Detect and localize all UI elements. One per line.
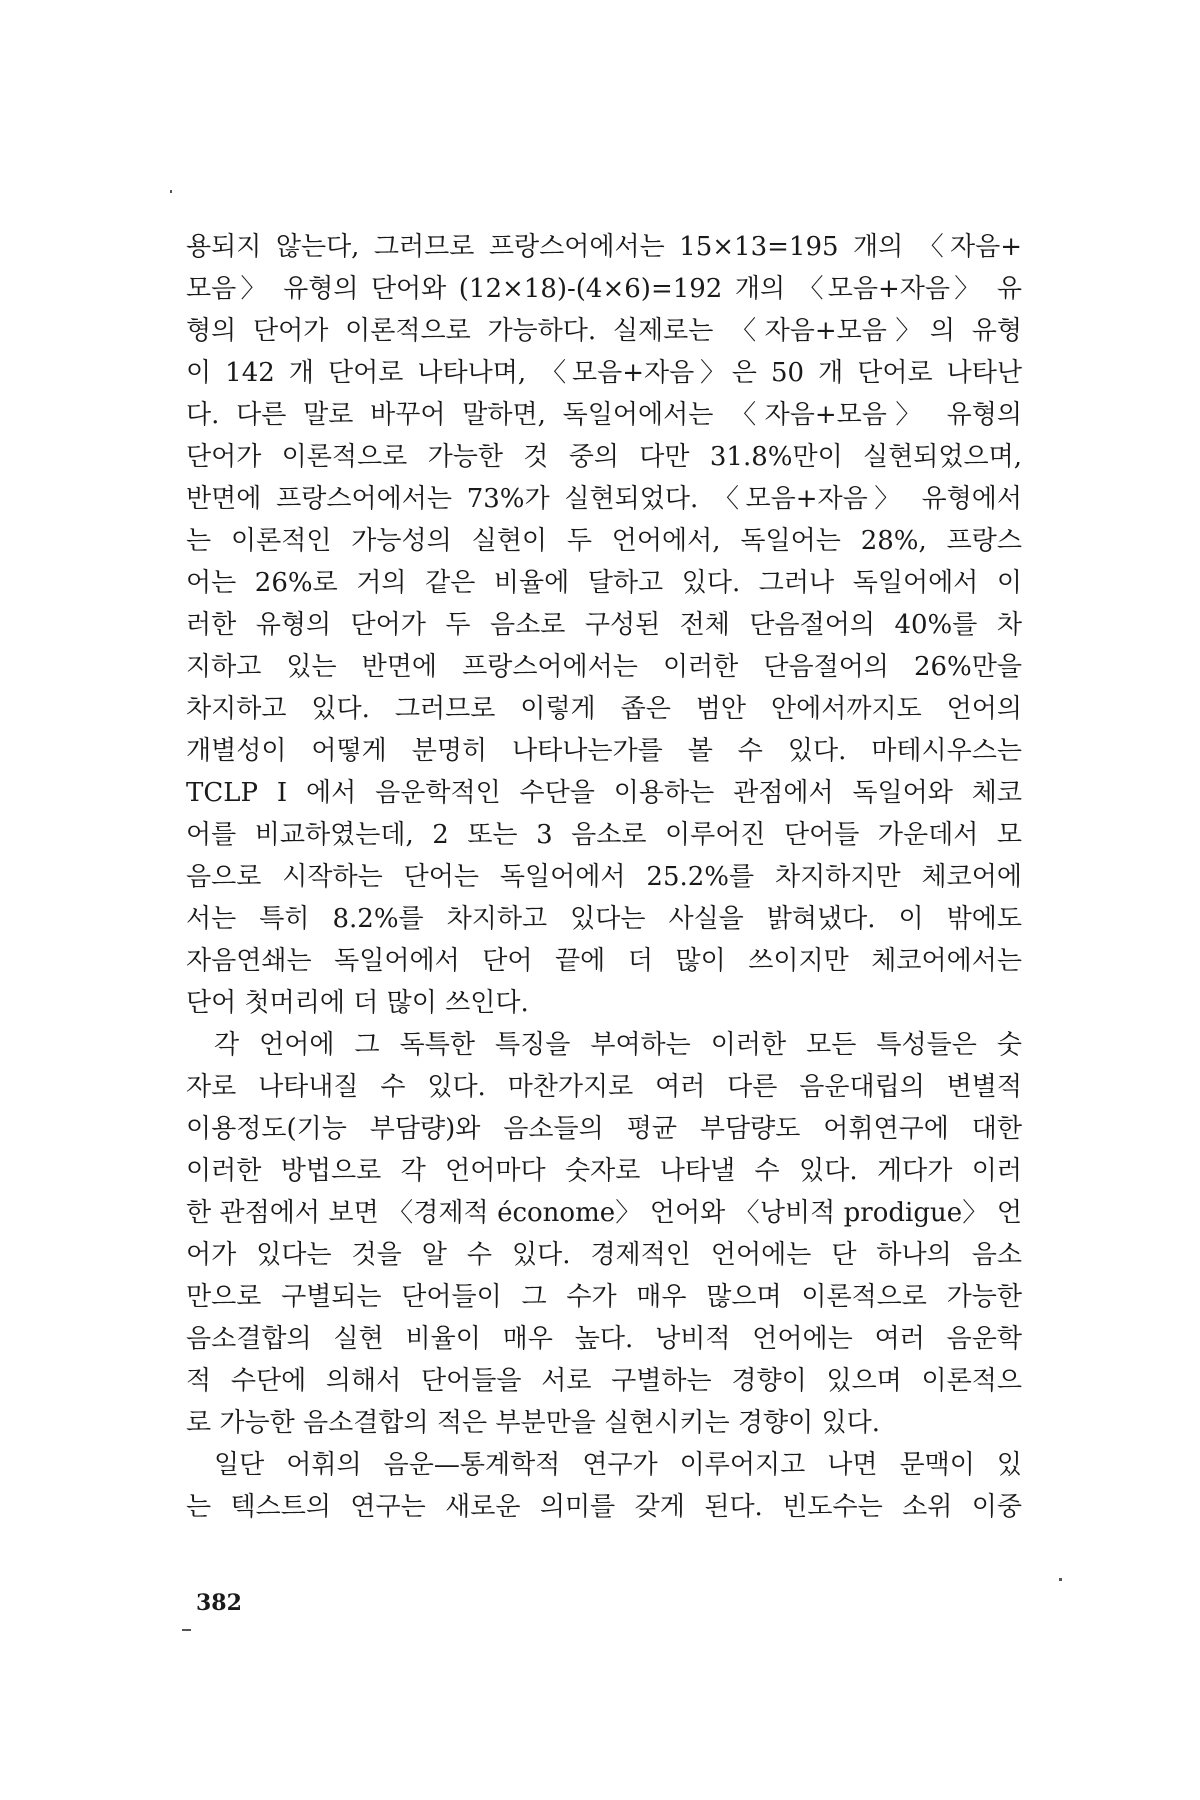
text-line: 음으로 시작하는 단어는 독일어에서 25.2%를 차지하지만 체코어에 [186,862,1022,892]
text-line: 어는 26%로 거의 같은 비율에 달하고 있다. 그러나 독일어에서 이 [186,568,1022,598]
text-line: 모음〉 유형의 단어와 (12×18)-(4×6)=192 개의 〈모음+자음〉 유 [186,274,1022,304]
text-line: 다. 다른 말로 바꾸어 말하면, 독일어에서는 〈자음+모음〉 유형의 [186,400,1022,430]
text-line: 자음연쇄는 독일어에서 단어 끝에 더 많이 쓰이지만 체코어에서는 [186,946,1022,976]
text-line-paragraph-end: 단어 첫머리에 더 많이 쓰인다. [186,988,529,1018]
text-line: 한 관점에서 보면 〈경제적 économe〉 언어와 〈낭비적 prodigue〉 언 [186,1198,1022,1228]
text-line: 용되지 않는다, 그러므로 프랑스어에서는 15×13=195 개의 〈자음+ [186,232,1022,262]
text-line: 적 수단에 의해서 단어들을 서로 구별하는 경향이 있으며 이론적으 [186,1366,1022,1396]
text-line: 형의 단어가 이론적으로 가능하다. 실제로는 〈자음+모음〉의 유형 [186,316,1022,346]
text-line: 지하고 있는 반면에 프랑스어에서는 이러한 단음절어의 26%만을 [186,652,1022,682]
text-line-paragraph-start: 일단 어휘의 음운—통계학적 연구가 이루어지고 나면 문맥이 있 [214,1450,1022,1480]
text-line: 는 텍스트의 연구는 새로운 의미를 갖게 된다. 빈도수는 소위 이중 [186,1492,1022,1522]
text-line: 만으로 구별되는 단어들이 그 수가 매우 많으며 이론적으로 가능한 [186,1282,1022,1312]
text-line: 서는 특히 8.2%를 차지하고 있다는 사실을 밝혀냈다. 이 밖에도 [186,904,1022,934]
text-line: 이러한 방법으로 각 언어마다 숫자로 나타낼 수 있다. 게다가 이러 [186,1156,1022,1186]
text-line: 반면에 프랑스어에서는 73%가 실현되었다. 〈모음+자음〉 유형에서 [186,484,1022,514]
text-line: TCLP I 에서 음운학적인 수단을 이용하는 관점에서 독일어와 체코 [186,778,1022,808]
body-text [186,226,1022,1528]
scan-speck [1059,1578,1062,1581]
text-line: 단어가 이론적으로 가능한 것 중의 다만 31.8%만이 실현되었으며, [186,442,1022,472]
text-line: 어를 비교하였는데, 2 또는 3 음소로 이루어진 단어들 가운데서 모 [186,820,1022,850]
text-line: 러한 유형의 단어가 두 음소로 구성된 전체 단음절어의 40%를 차 [186,610,1022,640]
scan-speck [170,190,172,193]
text-line: 음소결합의 실현 비율이 매우 높다. 낭비적 언어에는 여러 음운학 [186,1324,1022,1354]
text-line: 자로 나타내질 수 있다. 마찬가지로 여러 다른 음운대립의 변별적 [186,1072,1022,1102]
text-line: 이 142 개 단어로 나타나며, 〈모음+자음〉은 50 개 단어로 나타난 [186,358,1022,388]
text-line: 어가 있다는 것을 알 수 있다. 경제적인 언어에는 단 하나의 음소 [186,1240,1022,1270]
text-line: 개별성이 어떻게 분명히 나타나는가를 볼 수 있다. 마테시우스는 [186,736,1022,766]
text-line-paragraph-end: 로 가능한 음소결합의 적은 부분만을 실현시키는 경향이 있다. [186,1408,881,1438]
text-line: 는 이론적인 가능성의 실현이 두 언어에서, 독일어는 28%, 프랑스 [186,526,1022,556]
page-number: 382 [196,1590,242,1616]
text-line-paragraph-start: 각 언어에 그 독특한 특징을 부여하는 이러한 모든 특성들은 숫 [214,1030,1022,1060]
scan-speck [182,1629,191,1631]
text-line: 이용정도(기능 부담량)와 음소들의 평균 부담량도 어휘연구에 대한 [186,1114,1022,1144]
text-line: 차지하고 있다. 그러므로 이렇게 좁은 범안 안에서까지도 언어의 [186,694,1022,724]
